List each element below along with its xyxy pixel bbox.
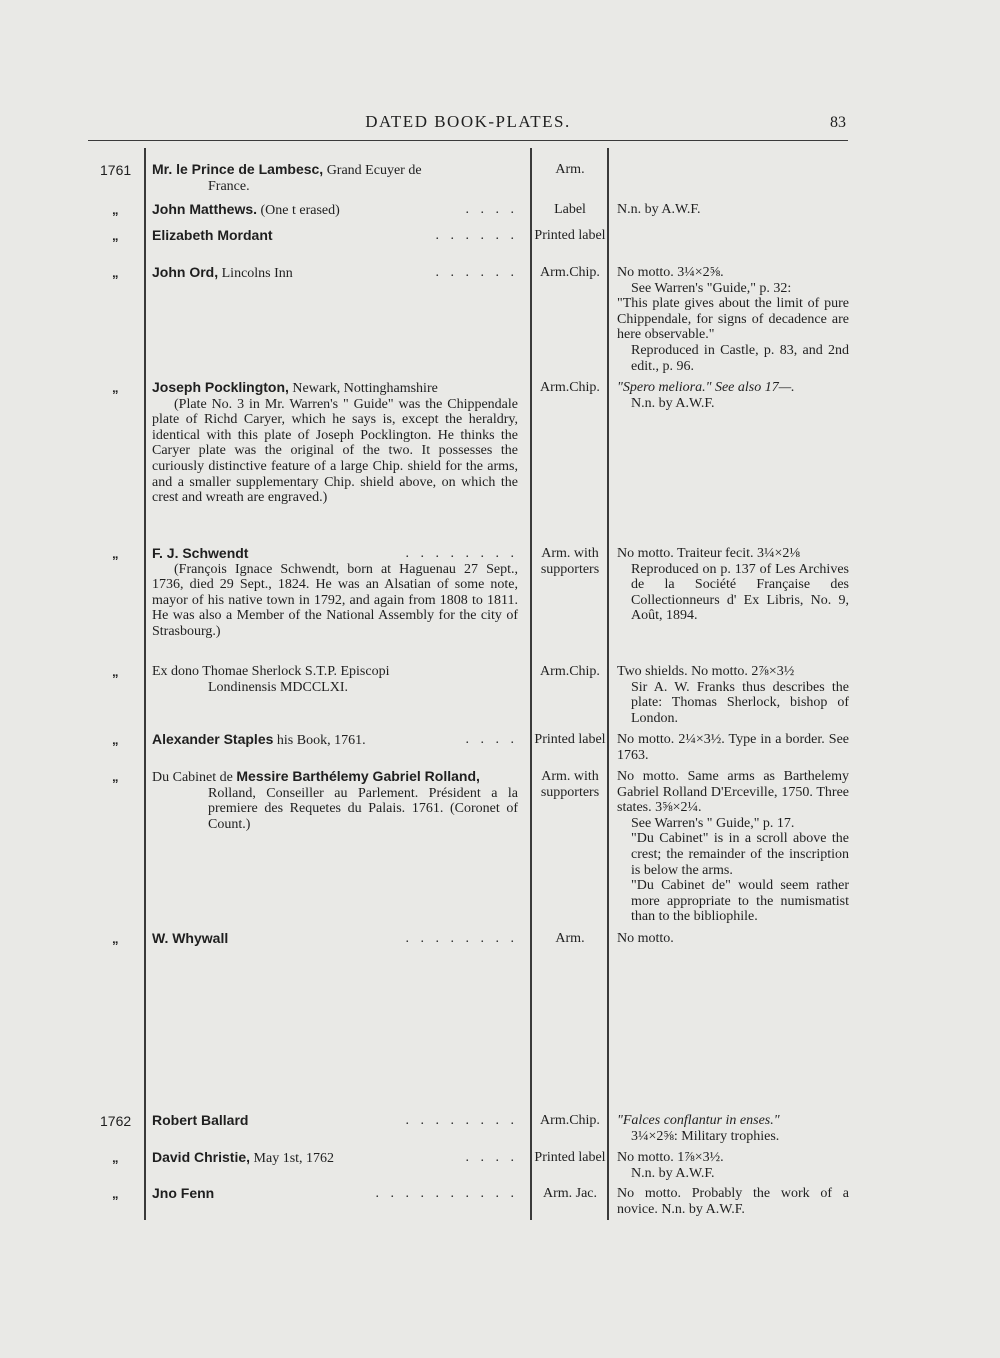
entry-description — [152, 931, 518, 947]
description-line: (François Ignace Schwendt, born at Haguenau 27 Sept., 1736, died 29 Sept., 1824. He was an Alsatian of some note, mayor of his native town in 1792, and again from 1808 to 1811. He was also a Member of the National Assembly for the city of Strasbourg.) — [152, 561, 518, 639]
entry-description — [152, 1150, 518, 1167]
owner-name: Messire Barthélemy Gabriel Rolland, — [236, 768, 480, 784]
owner-detail: (One t erased) — [260, 203, 340, 218]
page-header — [88, 112, 848, 141]
note-line: "This plate gives about the limit of pure Chippendale, for signs of decadence are here observable." — [617, 296, 849, 343]
owner-detail: Du Cabinet de — [152, 770, 233, 785]
note-line: Two shields. No motto. 2⅞×3½ — [617, 664, 795, 679]
leader-dots: . . . . — [465, 202, 518, 217]
entry-notes — [617, 546, 849, 624]
owner-detail: Lincolns Inn — [221, 266, 293, 281]
plate-type: Arm. with supporters — [540, 769, 600, 800]
plate-type: Printed label — [534, 732, 606, 747]
leader-dots: . . . . — [465, 1150, 518, 1165]
description-line: Rolland, Conseiller au Parlement. Président a la premiere des Requetes du Palais. 1761. (Coronet of Count.) — [208, 785, 518, 832]
entry-notes — [617, 1186, 849, 1217]
note-line: Sir A. W. Franks thus describes the plate: Thomas Sherlock, bishop of London. — [631, 679, 849, 726]
entry-notes — [617, 380, 849, 411]
note-line: "Du Cabinet" is in a scroll above the crest; the remainder of the inscription is below the arms. — [631, 831, 849, 878]
plate-type: Arm.Chip. — [540, 265, 600, 280]
ditto-mark: „ — [112, 228, 119, 243]
running-title: DATED BOOK-PLATES. — [365, 112, 571, 131]
plate-type: Label — [554, 202, 586, 217]
leader-dots: . . . . . . . . — [405, 1113, 518, 1128]
owner-detail: Grand Ecuyer de — [326, 163, 422, 178]
note-line: See Warren's "Guide," p. 32: — [631, 280, 792, 296]
description-line: (Plate No. 3 in Mr. Warren's " Guide" was the Chippendale plate of Richd Caryer, which he says is, except the heraldry, identical with this plate of Joseph Pocklington. He thinks the Caryer plate was the original of the two. It possesses the curiously distinctive feature of a large Chip. shield for the arms, and a smaller supplementary Chip. shield above, on which the crest and wreath are engraved.) — [152, 396, 518, 506]
entry-year: 1762 — [100, 1113, 132, 1129]
note-line: No motto. Traiteur fecit. 3¼×2⅛ — [617, 546, 800, 561]
plate-type: Arm.Chip. — [540, 664, 600, 679]
plate-type: Arm.Chip. — [540, 380, 600, 395]
leader-dots: . . . . — [465, 732, 518, 747]
note-line: "Falces conflantur in enses." — [617, 1113, 780, 1128]
plate-type: Arm. — [555, 162, 585, 177]
note-line: "Spero meliora." See also 17—. — [617, 380, 795, 395]
ditto-mark: „ — [112, 931, 119, 946]
entry-description — [152, 546, 518, 640]
description-line: Londinensis MDCCLXI. — [208, 679, 348, 695]
note-line: Reproduced on p. 137 of Les Archives de la Société Française des Collectionneurs d' Ex Libris, No. 9, Août, 1894. — [631, 561, 849, 624]
note-line: N.n. by A.W.F. — [631, 1165, 715, 1181]
ditto-mark: „ — [112, 769, 119, 784]
entry-description — [152, 732, 518, 749]
column-rule-right — [607, 148, 609, 1220]
note-line: No motto. — [617, 931, 674, 946]
note-line: No motto. 3¼×2⅝. — [617, 265, 724, 280]
owner-detail: Ex dono Thomae Sherlock S.T.P. Episcopi — [152, 664, 390, 679]
ditto-mark: „ — [112, 664, 119, 679]
entry-description — [152, 1113, 518, 1129]
note-line: N.n. by A.W.F. — [631, 395, 715, 411]
entry-description — [152, 769, 518, 832]
owner-name: W. Whywall — [152, 930, 229, 946]
plate-type: Arm. — [555, 931, 585, 946]
note-line: No motto. 1⅞×3½. — [617, 1150, 724, 1165]
owner-name: Alexander Staples — [152, 731, 274, 747]
entry-notes — [617, 265, 849, 374]
leader-dots: . . . . . . — [435, 228, 518, 243]
note-line: "Du Cabinet de" would seem rather more appropriate to the numismatist than to the bibliophile. — [631, 878, 849, 925]
entry-description — [152, 202, 518, 219]
column-rule-left — [144, 148, 146, 1220]
plate-type: Arm.Chip. — [540, 1113, 600, 1128]
entry-notes — [617, 1150, 849, 1181]
entry-notes — [617, 732, 849, 763]
ditto-mark: „ — [112, 380, 119, 395]
entry-description — [152, 162, 518, 194]
leader-dots: . . . . . . — [435, 265, 518, 280]
entry-description — [152, 1186, 518, 1202]
column-rule-middle — [530, 148, 532, 1220]
entry-notes — [617, 664, 849, 726]
owner-name: Jno Fenn — [152, 1185, 215, 1201]
plate-type: Printed label — [534, 1150, 606, 1165]
note-line: No motto. 2¼×3½. Type in a border. See 1763. — [617, 732, 849, 763]
entry-year: 1761 — [100, 162, 132, 178]
leader-dots: . . . . . . . . — [405, 931, 518, 946]
plate-type: Printed label — [534, 228, 606, 243]
owner-name: Joseph Pocklington, — [152, 379, 289, 395]
note-line: Reproduced in Castle, p. 83, and 2nd edit., p. 96. — [631, 342, 849, 374]
entry-notes — [617, 1113, 849, 1144]
note-line: N.n. by A.W.F. — [617, 202, 701, 217]
owner-detail: Newark, Nottinghamshire — [292, 381, 438, 396]
owner-name: John Ord, — [152, 264, 219, 280]
plate-type: Arm. Jac. — [542, 1186, 598, 1201]
owner-name: Elizabeth Mordant — [152, 227, 273, 243]
page-number: 83 — [830, 114, 846, 131]
entry-description — [152, 380, 518, 506]
note-line: No motto. Same arms as Barthelemy Gabriel Rolland D'Erceville, 1750. Three states. 3⅝×2¼. — [617, 769, 849, 816]
owner-detail: May 1st, 1762 — [253, 1151, 335, 1166]
entry-description — [152, 265, 518, 282]
entry-description — [152, 228, 518, 244]
owner-name: Mr. le Prince de Lambesc, — [152, 161, 324, 177]
plate-type: Arm. with supporters — [540, 546, 600, 577]
owner-name: Robert Ballard — [152, 1112, 249, 1128]
entry-notes — [617, 769, 849, 925]
ditto-mark: „ — [112, 1186, 119, 1201]
owner-name: John Matthews. — [152, 201, 258, 217]
entry-notes — [617, 202, 849, 218]
ditto-mark: „ — [112, 202, 119, 217]
entry-description — [152, 664, 518, 695]
owner-name: F. J. Schwendt — [152, 545, 249, 561]
ditto-mark: „ — [112, 265, 119, 280]
ditto-mark: „ — [112, 732, 119, 747]
ditto-mark: „ — [112, 546, 119, 561]
note-line: See Warren's " Guide," p. 17. — [631, 815, 795, 831]
ditto-mark: „ — [112, 1150, 119, 1165]
leader-dots: . . . . . . . . . . — [375, 1186, 518, 1201]
description-line: France. — [208, 178, 250, 194]
owner-name: David Christie, — [152, 1149, 251, 1165]
note-line: No motto. Probably the work of a novice. N.n. by A.W.F. — [617, 1186, 849, 1217]
owner-detail: his Book, 1761. — [276, 733, 366, 748]
note-line: 3¼×2⅝: Military trophies. — [631, 1128, 780, 1144]
entry-notes — [617, 931, 849, 947]
leader-dots: . . . . . . . . — [405, 546, 518, 561]
